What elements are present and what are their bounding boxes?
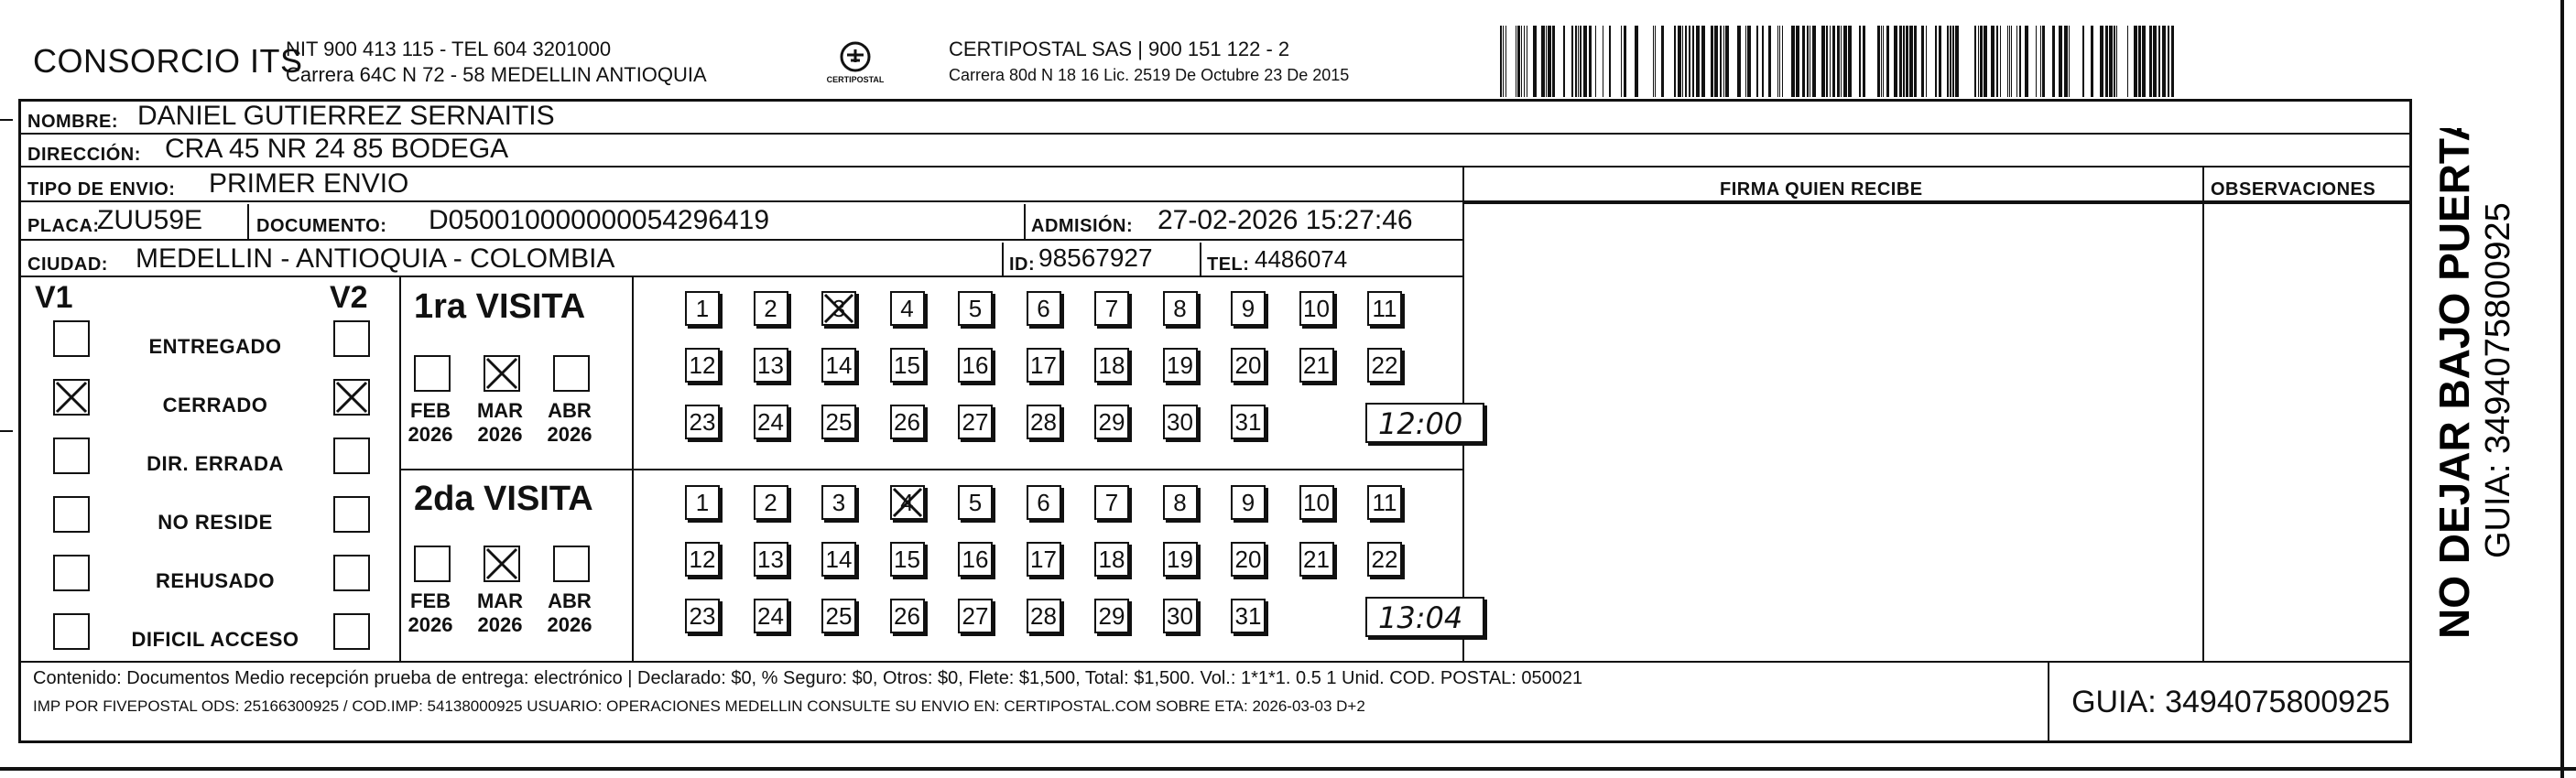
placa-value: ZUU59E <box>97 205 203 235</box>
visit2-day-8: 8 <box>1163 485 1198 520</box>
visit1-day-19: 19 <box>1163 348 1198 383</box>
visit1-day-24: 24 <box>754 405 788 439</box>
visit2-day-18: 18 <box>1094 542 1129 577</box>
visit2-month-mar: MAR <box>476 589 524 612</box>
visit1-year-mar: 2026 <box>477 423 523 446</box>
visit2-day-3: 3 <box>821 485 856 520</box>
visit1-day-8: 8 <box>1163 291 1198 326</box>
visit1-day-9: 9 <box>1231 291 1266 326</box>
certipostal-info <box>949 37 1349 88</box>
ciudad-value: MEDELLIN - ANTIOQUIA - COLOMBIA <box>136 243 615 274</box>
visit2-day-31: 31 <box>1231 599 1266 633</box>
visit2-day-25: 25 <box>821 599 856 633</box>
visit2-year-abr: 2026 <box>547 613 592 636</box>
direccion-value: CRA 45 NR 24 85 BODEGA <box>165 134 509 164</box>
visit2-day-14: 14 <box>821 542 856 577</box>
visit1-day-22: 22 <box>1367 348 1402 383</box>
visit2-day-20: 20 <box>1231 542 1266 577</box>
visit2-month-feb: FEB <box>410 589 451 612</box>
visit1-day-25: 25 <box>821 405 856 439</box>
admision-label: ADMISIÓN: <box>1031 216 1134 236</box>
v1-checkbox-entregado <box>53 320 90 357</box>
visit2-day-10: 10 <box>1299 485 1334 520</box>
visit2-day-24: 24 <box>754 599 788 633</box>
divider-firma-header <box>1462 202 2412 204</box>
visit1-day-1: 1 <box>685 291 720 326</box>
divider-id <box>1002 243 1004 277</box>
visit1-label: 1ra VISITA <box>414 287 586 326</box>
placa-label: PLACA: <box>27 216 100 236</box>
footer-imp: IMP POR FIVEPOSTAL ODS: 25166300925 / COD.IMP: 54138000925 USUARIO: OPERACIONES MEDELLIN CONSULTE SU ENVIO EN: CERTIPOSTAL.COM SOBRE ETA: 2026-03-03 D+2 <box>33 697 1365 715</box>
divider-visits <box>399 469 1462 470</box>
visit1-time: 12:00 <box>1378 406 1463 441</box>
visit1-day-7: 7 <box>1094 291 1129 326</box>
visit1-day-2: 2 <box>754 291 788 326</box>
visit2-month-box-abr <box>553 546 590 582</box>
direccion-label: DIRECCIÓN: <box>27 145 141 165</box>
v2-checkbox-dificil-acceso <box>333 613 370 650</box>
visit2-day-23: 23 <box>685 599 720 633</box>
visit1-day-12: 12 <box>685 348 720 383</box>
v1-checkbox-rehusado <box>53 555 90 591</box>
tel-value: 4486074 <box>1255 245 1348 273</box>
tipo-value: PRIMER ENVIO <box>209 168 409 199</box>
status-label-entregado: ENTREGADO <box>148 335 282 358</box>
visit2-day-7: 7 <box>1094 485 1129 520</box>
id-label: ID: <box>1009 254 1036 275</box>
ciudad-label: CIUDAD: <box>27 254 108 275</box>
visit1-month-box-feb <box>414 355 451 392</box>
visit2-day-15: 15 <box>890 542 925 577</box>
divider-admision <box>1024 204 1026 241</box>
scan-edge-left-tick <box>0 119 13 121</box>
visit2-day-2: 2 <box>754 485 788 520</box>
visit2-year-feb: 2026 <box>408 613 453 636</box>
side-guia-text: GUIA: 3494075800925 <box>2479 202 2517 558</box>
visit2-day-13: 13 <box>754 542 788 577</box>
visit1-month-mar: MAR <box>476 399 524 422</box>
visit1-year-feb: 2026 <box>408 423 453 446</box>
visit2-day-mark <box>890 485 925 520</box>
visit2-day-27: 27 <box>958 599 993 633</box>
v1-checkbox-no-reside <box>53 496 90 533</box>
visit2-month-mark <box>484 546 520 582</box>
visit2-day-1: 1 <box>685 485 720 520</box>
visit1-day-20: 20 <box>1231 348 1266 383</box>
certipostal-address: Carrera 80d N 18 16 Lic. 2519 De Octubre 23 De 2015 <box>949 66 1350 84</box>
visit1-month-mark <box>484 355 520 392</box>
visit2-day-22: 22 <box>1367 542 1402 577</box>
status-label-cerrado: CERRADO <box>162 394 268 416</box>
status-label-no-reside: NO RESIDE <box>158 511 273 534</box>
scan-edge-bottom <box>0 767 2576 771</box>
side-text <box>2418 128 2527 641</box>
guia-number: GUIA: 3494075800925 <box>2048 661 2412 743</box>
visit1-day-18: 18 <box>1094 348 1129 383</box>
visit2-day-19: 19 <box>1163 542 1198 577</box>
visit2-day-29: 29 <box>1094 599 1129 633</box>
visit1-day-21: 21 <box>1299 348 1334 383</box>
v1-label: V1 <box>35 280 73 315</box>
visit2-year-mar: 2026 <box>477 613 523 636</box>
v2-checkbox-rehusado <box>333 555 370 591</box>
scan-edge-left-tick-2 <box>0 430 13 432</box>
v2-checkbox-entregado <box>333 320 370 357</box>
nombre-value: DANIEL GUTIERREZ SERNAITIS <box>137 101 555 131</box>
visit2-day-17: 17 <box>1027 542 1061 577</box>
visit1-month-box-abr <box>553 355 590 392</box>
visit2-day-21: 21 <box>1299 542 1334 577</box>
nombre-label: NOMBRE: <box>27 112 119 132</box>
visit2-day-26: 26 <box>890 599 925 633</box>
visit1-day-11: 11 <box>1367 291 1402 326</box>
visit1-day-mark <box>821 291 856 326</box>
visit1-day-29: 29 <box>1094 405 1129 439</box>
v2-checkbox-dir-errada <box>333 438 370 474</box>
no-dejar-text: NO DEJAR BAJO PUERTA <box>2430 128 2478 639</box>
visit2-month-box-feb <box>414 546 451 582</box>
visit2-day-6: 6 <box>1027 485 1061 520</box>
visit2-label: 2da VISITA <box>414 480 593 518</box>
documento-label: DOCUMENTO: <box>256 216 387 236</box>
v1-checkbox-dificil-acceso <box>53 613 90 650</box>
visit1-day-16: 16 <box>958 348 993 383</box>
visit1-day-6: 6 <box>1027 291 1061 326</box>
visit1-month-feb: FEB <box>410 399 451 422</box>
barcode <box>1500 26 2178 97</box>
visit1-day-3: 3 <box>821 291 856 326</box>
v2-label: V2 <box>330 280 368 315</box>
status-label-dificil-acceso: DIFICIL ACCESO <box>131 628 299 651</box>
visit2-day-12: 12 <box>685 542 720 577</box>
status-label-dir-errada: DIR. ERRADA <box>147 452 284 475</box>
company-info <box>286 37 707 88</box>
visit1-day-10: 10 <box>1299 291 1334 326</box>
company-nit: NIT 900 413 115 - TEL 604 3201000 <box>286 38 612 60</box>
visit1-day-15: 15 <box>890 348 925 383</box>
visit1-day-31: 31 <box>1231 405 1266 439</box>
visit1-day-13: 13 <box>754 348 788 383</box>
documento-value: D050010000000054296419 <box>429 205 770 235</box>
visit1-day-26: 26 <box>890 405 925 439</box>
v1-checkbox-dir-errada <box>53 438 90 474</box>
visit1-day-23: 23 <box>685 405 720 439</box>
visit2-day-9: 9 <box>1231 485 1266 520</box>
visit2-day-28: 28 <box>1027 599 1061 633</box>
visit1-day-17: 17 <box>1027 348 1061 383</box>
visit1-day-4: 4 <box>890 291 925 326</box>
visit2-month-abr: ABR <box>548 589 592 612</box>
tel-label: TEL: <box>1207 254 1250 275</box>
visit1-day-30: 30 <box>1163 405 1198 439</box>
visit1-year-abr: 2026 <box>547 423 592 446</box>
firma-label: FIRMA QUIEN RECIBE <box>1720 179 1923 200</box>
certipostal-nit: CERTIPOSTAL SAS | 900 151 122 - 2 <box>949 38 1290 60</box>
visit2-day-16: 16 <box>958 542 993 577</box>
footer-contenido: Contenido: Documentos Medio recepción prueba de entrega: electrónico | Declarado: $0, % Seguro: $0, Otros: $0, Flete: $1,500, Total: $1,500. Vol.: 1*1*1. 0.5 1 Unid. COD. POSTAL: 050021 <box>33 668 1583 688</box>
certipostal-logo <box>826 37 885 90</box>
v2-checkbox-no-reside <box>333 496 370 533</box>
id-value: 98567927 <box>1038 243 1153 272</box>
visit1-day-14: 14 <box>821 348 856 383</box>
status-label-rehusado: REHUSADO <box>156 569 275 592</box>
company-name: CONSORCIO ITS <box>33 42 303 80</box>
v1-check-mark <box>53 379 90 416</box>
visit1-month-abr: ABR <box>548 399 592 422</box>
scan-edge-right <box>2560 0 2564 778</box>
visit2-day-30: 30 <box>1163 599 1198 633</box>
admision-value: 27-02-2026 15:27:46 <box>1158 205 1413 235</box>
observaciones-label: OBSERVACIONES <box>2211 179 2376 200</box>
company-address: Carrera 64C N 72 - 58 MEDELLIN ANTIOQUIA <box>286 63 707 86</box>
divider-placa <box>247 204 249 241</box>
visit2-time: 13:04 <box>1378 600 1463 635</box>
visit2-day-4: 4 <box>890 485 925 520</box>
divider-observaciones <box>2202 167 2204 661</box>
visit1-day-28: 28 <box>1027 405 1061 439</box>
visit1-day-5: 5 <box>958 291 993 326</box>
visit1-day-27: 27 <box>958 405 993 439</box>
divider-tel <box>1200 243 1201 277</box>
tipo-label: TIPO DE ENVIO: <box>27 179 176 200</box>
logo-text: CERTIPOSTAL <box>826 75 885 84</box>
visit2-day-5: 5 <box>958 485 993 520</box>
v2-check-mark <box>333 379 370 416</box>
visit2-day-11: 11 <box>1367 485 1402 520</box>
